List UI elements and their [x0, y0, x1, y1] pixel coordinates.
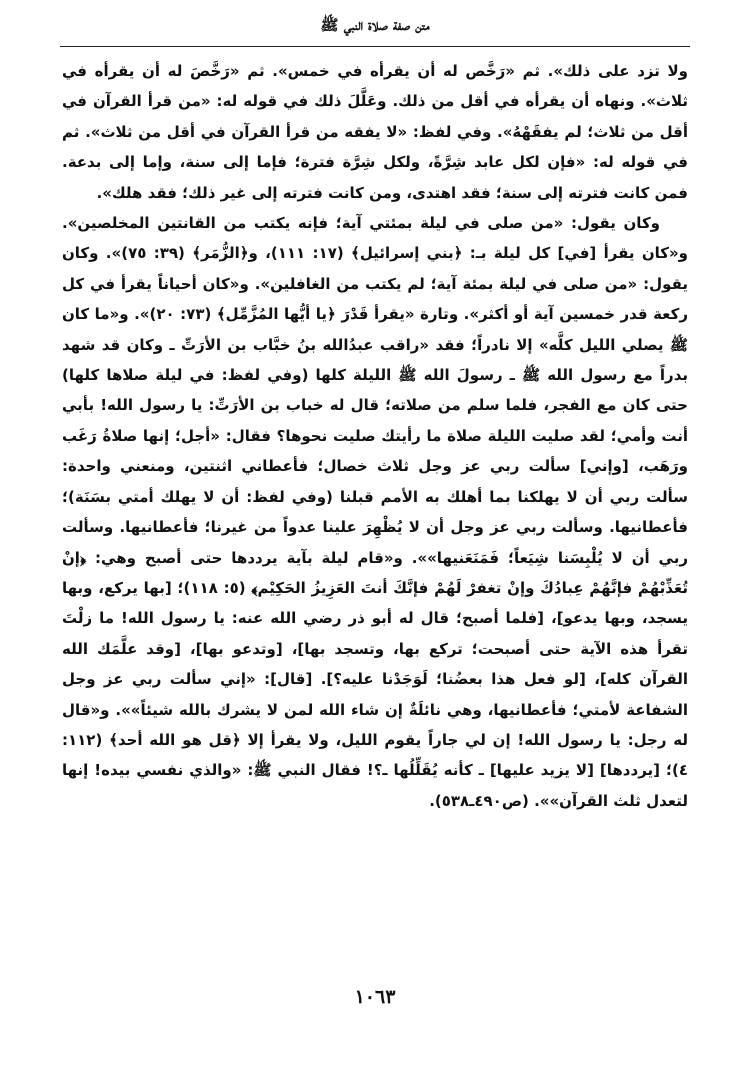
paragraph: وكان يقول: «من صلى في ليلة بمئتي آية؛ فإنه يكتب من القانتين المخلصين». و«كان يقرأ [في] كل ليلة بـ: ﴿بني إسرائيل﴾ (١٧: ١١١)، و﴿الزُّمَر﴾ (٣٩: ٧٥)». وكان يقول: «من صلى في ليلة بمئة آية؛ لم يكتب من الغافلين». و«كان أحياناً يقرأ في كل ركعة قدر خمسين آية أو أكثر». وتارة «يقرأ قَدْرَ ﴿يا أيُّها المُزَّمِّل﴾ (٧٣: ٢٠)». و«ما كان ﷺ يصلي الليل كلَّه» إلا نادراً؛ فقد «راقب عبدُالله بنُ خبَّاب بن الأرَتِّ ـ وكان قد شهد بدراً مع رسول الله ﷺ ـ رسولَ الله ﷺ الليلة كلها (وفي لفظ: في ليلة صلاها كلها) حتى كان مع الفجر، فلما سلم من صلاته؛ قال له خباب بن الأرَتِّ: يا رسول الله! بأبي أنت وأمي؛ لقد صليت الليلة صلاة ما رأيتك صليت نحوها؟ فقال: «أجل؛ إنها صلاةُ رَغَب ورَهَب، [وإني] سألت ربي عز وجل ثلاث خصال؛ فأعطاني اثنتين، ومنعني واحدة: سألت ربي أن لا يهلكنا بما أهلك به الأمم قبلنا (وفي لفظ: أن لا يهلك أمتي بسَنَة)؛ فأعطانيها. وسألت ربي عز وجل أن لا يُظْهِرَ علينا عدواً من غيرنا؛ فأعطانيها. وسألت ربي أن لا يُلْبِسَنا شِيَعاً؛ فَمَنَعَنيها»». و«قام ليلة بآية يرددها حتى أصبح وهي: ﴿إنْ تُعَذِّبْهُمْ فإنَّهُمْ عِبادُكَ وإنْ تغفرْ لَهُمْ فإنَّكَ أنتَ العَزِيزُ الحَكِيْم﴾ (٥: ١١٨)؛ [بها يركع، وبها يسجد، وبها يدعو]، [فلما أصبح؛ قال له أبو ذر رضي الله عنه: يا رسول الله! ما زلْتَ تقرأ هذه الآية حتى أصبحت؛ تركع بها، وتسجد بها]، [وتدعو بها]، [وقد علَّمَك الله القرآن كله]، [لو فعل هذا بعضُنا؛ لَوَجَدْنا عليه؟]. [قال]: «إني سألت ربي عز وجل الشفاعة لأمتي؛ فأعطانيها، وهي نائلَةٌ إن شاء الله لمن لا يشرك بالله شيئاً»». و«قال له رجل: يا رسول الله! إن لي جاراً يقوم الليل، ولا يقرأ إلا ﴿قل هو الله أحد﴾ (١١٢: ٤)؛ [يرددها] [لا يزيد عليها] ـ كأنه يُقَلِّلُها ـ؟! فقال النبي ﷺ: «والذي نفسي بيده! إنها لتعدل ثلث القرآن»». (ص٤٩٠ـ٥٣٨). — [62, 214, 689, 810]
header-divider — [60, 46, 690, 47]
running-header-title: متن صفة صلاة النبي ﷺ — [320, 16, 430, 34]
main-text — [62, 56, 688, 816]
page-number: ١٠٦٣ — [354, 986, 396, 1008]
paragraph: ولا تزد على ذلك». ثم «رَخَّص له أن يقرأه في خمس». ثم «رَخَّصَ له أن يقرأه في ثلاث». ونهاه أن يقرأه في أقل من ذلك. وعَلَّلَ ذلك في قوله له: «من قرأ القرآن في أقل من ثلاث؛ لم يفقَهْهُ». وفي لفظ: «لا يفقه من قرأ القرآن في أقل من ثلاث». ثم في قوله له: «فإن لكل عابد شِرَّةً، ولكل شِرَّة فترة؛ فإما إلى سنة، وإما إلى بدعة. فمن كانت فترته إلى سنة؛ فقد اهتدى، ومن كانت فترته إلى غير ذلك؛ فقد هلك». — [62, 62, 688, 202]
